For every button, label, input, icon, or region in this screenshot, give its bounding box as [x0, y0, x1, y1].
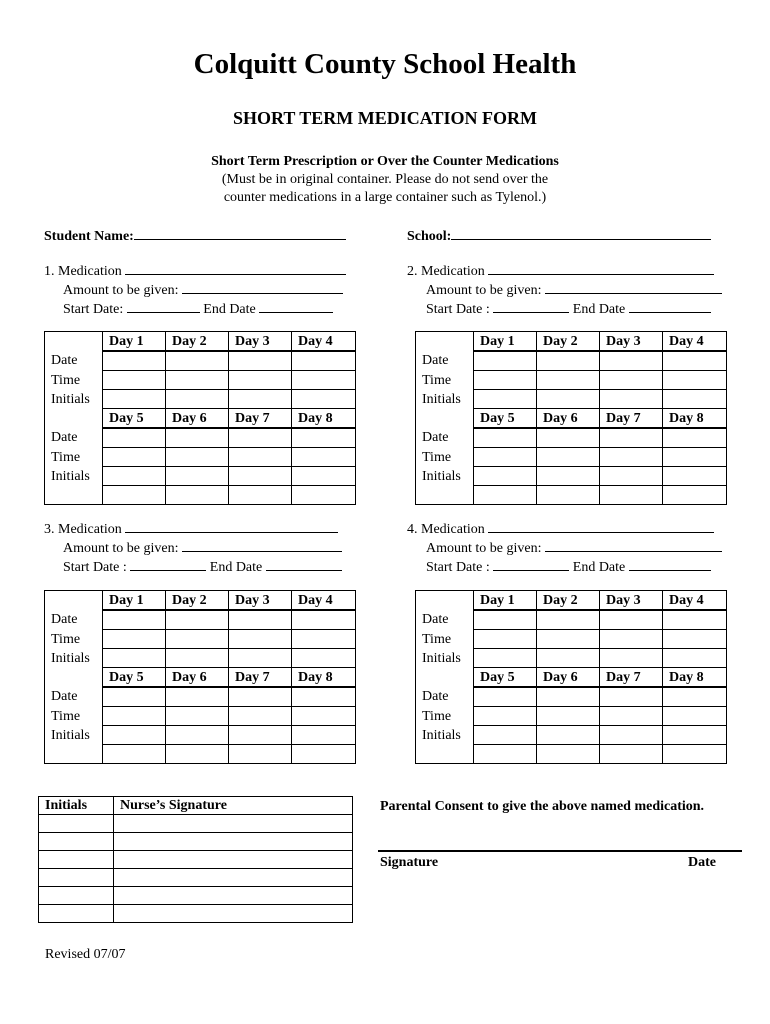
dose-entry-cell[interactable]: [537, 649, 600, 668]
dose-entry-cell[interactable]: [663, 745, 727, 764]
initials-cell[interactable]: [39, 869, 114, 887]
signature-cell[interactable]: [114, 905, 353, 923]
start-date-label: Start Date:: [63, 302, 124, 317]
dose-entry-cell[interactable]: [537, 610, 600, 630]
start-date-input-line[interactable]: [130, 558, 206, 571]
dose-entry-cell[interactable]: [229, 371, 292, 390]
dose-entry-cell[interactable]: [600, 371, 663, 390]
dose-entry-cell[interactable]: [229, 351, 292, 371]
dose-entry-cell[interactable]: [474, 371, 537, 390]
day-header: Day 4: [292, 332, 356, 352]
dose-entry-cell[interactable]: [103, 448, 166, 467]
dose-entry-cell[interactable]: [292, 649, 356, 668]
dose-entry-cell[interactable]: [292, 630, 356, 649]
nurse-table-row: [39, 869, 353, 887]
medication-block-2: [407, 262, 722, 319]
dose-entry-cell[interactable]: [663, 630, 727, 649]
dose-log-grid-1: [44, 331, 356, 505]
dose-entry-cell[interactable]: [166, 610, 229, 630]
end-date-label: End Date: [572, 560, 626, 575]
medication-label: 2. Medication: [407, 264, 485, 279]
end-date-input-line[interactable]: [629, 300, 711, 313]
dose-entry-cell[interactable]: [663, 649, 727, 668]
end-date-input-line[interactable]: [629, 558, 711, 571]
dose-entry-cell[interactable]: [537, 390, 600, 409]
dose-entry-cell[interactable]: [103, 707, 166, 726]
row-label-date: Date: [45, 610, 103, 630]
dose-entry-cell[interactable]: [292, 428, 356, 448]
instructions-line-2: counter medications in a large container such as Tylenol.): [223, 190, 547, 205]
start-date-input-line[interactable]: [127, 300, 200, 313]
dose-entry-cell[interactable]: [537, 630, 600, 649]
row-label-time: Time: [45, 371, 103, 390]
end-date-input-line[interactable]: [259, 300, 333, 313]
day-header: Day 8: [292, 668, 356, 688]
day-header: Day 3: [229, 591, 292, 611]
day-header: Day 3: [229, 332, 292, 352]
date-label: Date: [688, 855, 716, 870]
nurse-table-row: [39, 851, 353, 869]
day-header: Day 8: [292, 409, 356, 429]
medication-input-line[interactable]: [488, 520, 714, 533]
dose-entry-cell[interactable]: [166, 448, 229, 467]
day-header: Day 7: [229, 409, 292, 429]
day-header: Day 4: [663, 591, 727, 611]
day-header: Day 3: [600, 332, 663, 352]
day-header: Day 4: [663, 332, 727, 352]
medication-block-3: [44, 520, 342, 577]
dose-entry-cell[interactable]: [166, 726, 229, 745]
medication-input-line[interactable]: [488, 262, 714, 275]
dose-entry-cell[interactable]: [474, 351, 537, 371]
dose-entry-cell[interactable]: [474, 630, 537, 649]
row-label-initials: Initials: [45, 649, 103, 668]
dose-entry-cell[interactable]: [663, 371, 727, 390]
dose-entry-cell[interactable]: [229, 707, 292, 726]
dose-entry-cell[interactable]: [166, 745, 229, 764]
day-header: Day 4: [292, 591, 356, 611]
dose-entry-cell[interactable]: [229, 745, 292, 764]
day-header: Day 2: [166, 591, 229, 611]
amount-label: Amount to be given:: [63, 283, 179, 298]
dose-entry-cell[interactable]: [600, 726, 663, 745]
amount-label: Amount to be given:: [63, 541, 179, 556]
row-label-date: Date: [45, 428, 103, 448]
dose-entry-cell[interactable]: [292, 707, 356, 726]
day-header: Day 6: [166, 409, 229, 429]
start-date-label: Start Date :: [426, 560, 490, 575]
amount-input-line[interactable]: [545, 539, 722, 552]
signature-cell[interactable]: [114, 851, 353, 869]
dose-entry-cell[interactable]: [103, 351, 166, 371]
amount-input-line[interactable]: [545, 281, 722, 294]
dose-entry-cell[interactable]: [229, 467, 292, 486]
grid-corner-cell: [45, 668, 103, 688]
dose-entry-cell[interactable]: [600, 448, 663, 467]
day-header: Day 5: [474, 409, 537, 429]
day-header: Day 8: [663, 409, 727, 429]
dose-entry-cell[interactable]: [229, 428, 292, 448]
day-header: Day 7: [600, 409, 663, 429]
day-header: Day 5: [474, 668, 537, 688]
dose-entry-cell[interactable]: [474, 649, 537, 668]
dose-log-grid-4: [415, 590, 727, 764]
day-header: Day 2: [166, 332, 229, 352]
grid-corner-cell: [416, 591, 474, 611]
signature-cell[interactable]: [114, 815, 353, 833]
dose-entry-cell[interactable]: [229, 390, 292, 409]
form-title: Colquitt County School Health: [193, 48, 577, 80]
dose-entry-cell[interactable]: [600, 630, 663, 649]
dose-entry-cell[interactable]: [474, 390, 537, 409]
signature-cell[interactable]: [114, 887, 353, 905]
dose-entry-cell[interactable]: [103, 649, 166, 668]
dose-entry-cell[interactable]: [166, 390, 229, 409]
grid-corner-cell: [416, 332, 474, 352]
row-label-date: Date: [45, 687, 103, 707]
signature-cell[interactable]: [114, 833, 353, 851]
initials-cell[interactable]: [39, 905, 114, 923]
row-label-initials: Initials: [416, 390, 474, 409]
dose-entry-cell[interactable]: [103, 687, 166, 707]
dose-entry-cell[interactable]: [600, 351, 663, 371]
dose-entry-cell[interactable]: [166, 630, 229, 649]
day-header: Day 7: [600, 668, 663, 688]
dose-entry-cell[interactable]: [103, 726, 166, 745]
student-name-input-line[interactable]: [134, 227, 346, 240]
dose-entry-cell[interactable]: [474, 610, 537, 630]
nurse-table-row: [39, 905, 353, 923]
instructions: [0, 153, 770, 207]
instructions-title: Short Term Prescription or Over the Counter Medications: [211, 154, 559, 169]
amount-input-line[interactable]: [182, 539, 342, 552]
grid-corner-cell: [45, 591, 103, 611]
signature-line[interactable]: [378, 850, 742, 852]
dose-entry-cell[interactable]: [166, 351, 229, 371]
row-label-initials: Initials: [45, 726, 103, 745]
dose-entry-cell[interactable]: [166, 467, 229, 486]
end-date-label: End Date: [572, 302, 626, 317]
student-name-field: [44, 227, 346, 245]
day-header: Day 2: [537, 591, 600, 611]
dose-entry-cell[interactable]: [229, 726, 292, 745]
initials-header: Initials: [39, 797, 114, 815]
dose-entry-cell[interactable]: [292, 486, 356, 505]
day-header: Day 1: [474, 332, 537, 352]
dose-entry-cell[interactable]: [292, 610, 356, 630]
end-date-input-line[interactable]: [266, 558, 342, 571]
day-header: Day 1: [103, 332, 166, 352]
dose-entry-cell[interactable]: [229, 486, 292, 505]
dose-entry-cell[interactable]: [663, 687, 727, 707]
grid-blank-label: [45, 486, 103, 505]
dose-entry-cell[interactable]: [229, 448, 292, 467]
medication-label: 1. Medication: [44, 264, 122, 279]
dose-entry-cell[interactable]: [663, 448, 727, 467]
end-date-label: End Date: [209, 560, 263, 575]
dose-entry-cell[interactable]: [663, 467, 727, 486]
dose-entry-cell[interactable]: [600, 390, 663, 409]
dose-entry-cell[interactable]: [600, 649, 663, 668]
row-label-date: Date: [416, 428, 474, 448]
start-date-input-line[interactable]: [493, 558, 569, 571]
dose-entry-cell[interactable]: [474, 687, 537, 707]
dose-entry-cell[interactable]: [166, 486, 229, 505]
nurse-table-row: [39, 887, 353, 905]
amount-label: Amount to be given:: [426, 541, 542, 556]
dose-entry-cell[interactable]: [103, 610, 166, 630]
dose-entry-cell[interactable]: [600, 467, 663, 486]
row-label-time: Time: [416, 371, 474, 390]
dose-log-grid-3: [44, 590, 356, 764]
form-subtitle: SHORT TERM MEDICATION FORM: [233, 108, 537, 128]
dose-entry-cell[interactable]: [292, 390, 356, 409]
amount-input-line[interactable]: [182, 281, 343, 294]
grid-blank-label: [45, 745, 103, 764]
row-label-initials: Initials: [416, 726, 474, 745]
day-header: Day 5: [103, 668, 166, 688]
day-header: Day 3: [600, 591, 663, 611]
dose-entry-cell[interactable]: [663, 610, 727, 630]
instructions-line-1: (Must be in original container. Please do not send over the: [221, 172, 549, 187]
dose-entry-cell[interactable]: [229, 630, 292, 649]
dose-entry-cell[interactable]: [229, 687, 292, 707]
dose-entry-cell[interactable]: [474, 726, 537, 745]
grid-blank-label: [416, 745, 474, 764]
nurse-table-row: [39, 815, 353, 833]
medication-input-line[interactable]: [125, 520, 338, 533]
dose-entry-cell[interactable]: [103, 390, 166, 409]
day-header: Day 6: [537, 668, 600, 688]
grid-corner-cell: [45, 332, 103, 352]
school-input-line[interactable]: [451, 227, 711, 240]
day-header: Day 1: [474, 591, 537, 611]
dose-entry-cell[interactable]: [537, 726, 600, 745]
dose-entry-cell[interactable]: [166, 687, 229, 707]
signature-cell[interactable]: [114, 869, 353, 887]
medication-input-line[interactable]: [125, 262, 346, 275]
row-label-initials: Initials: [45, 390, 103, 409]
dose-entry-cell[interactable]: [292, 687, 356, 707]
dose-entry-cell[interactable]: [292, 371, 356, 390]
dose-entry-cell[interactable]: [663, 428, 727, 448]
grid-corner-cell: [416, 409, 474, 429]
medication-block-1: [44, 262, 346, 319]
start-date-label: Start Date :: [426, 302, 490, 317]
dose-entry-cell[interactable]: [537, 687, 600, 707]
amount-label: Amount to be given:: [426, 283, 542, 298]
dose-entry-cell[interactable]: [537, 745, 600, 764]
dose-entry-cell[interactable]: [292, 448, 356, 467]
dose-entry-cell[interactable]: [600, 687, 663, 707]
row-label-date: Date: [45, 351, 103, 371]
dose-entry-cell[interactable]: [474, 707, 537, 726]
row-label-initials: Initials: [416, 649, 474, 668]
dose-entry-cell[interactable]: [474, 467, 537, 486]
dose-entry-cell[interactable]: [229, 610, 292, 630]
nurse-signature-header: Nurse’s Signature: [114, 797, 353, 815]
dose-entry-cell[interactable]: [166, 649, 229, 668]
dose-entry-cell[interactable]: [103, 486, 166, 505]
start-date-label: Start Date :: [63, 560, 127, 575]
dose-entry-cell[interactable]: [103, 745, 166, 764]
day-header: Day 1: [103, 591, 166, 611]
dose-log-grid-2: [415, 331, 727, 505]
day-header: Day 6: [537, 409, 600, 429]
day-header: Day 8: [663, 668, 727, 688]
dose-entry-cell[interactable]: [600, 486, 663, 505]
day-header: Day 6: [166, 668, 229, 688]
nurse-table-row: [39, 833, 353, 851]
grid-corner-cell: [45, 409, 103, 429]
day-header: Day 2: [537, 332, 600, 352]
dose-entry-cell[interactable]: [292, 745, 356, 764]
dose-entry-cell[interactable]: [537, 467, 600, 486]
medication-block-4: [407, 520, 722, 577]
dose-entry-cell[interactable]: [166, 707, 229, 726]
dose-entry-cell[interactable]: [663, 726, 727, 745]
initials-cell[interactable]: [39, 887, 114, 905]
dose-entry-cell[interactable]: [663, 707, 727, 726]
day-header: Day 5: [103, 409, 166, 429]
school-field: [407, 227, 711, 245]
parental-consent-text: Parental Consent to give the above named medication.: [380, 799, 705, 814]
row-label-date: Date: [416, 351, 474, 371]
dose-entry-cell[interactable]: [663, 351, 727, 371]
row-label-time: Time: [416, 448, 474, 467]
dose-entry-cell[interactable]: [103, 371, 166, 390]
medication-label: 4. Medication: [407, 522, 485, 537]
dose-entry-cell[interactable]: [663, 390, 727, 409]
dose-entry-cell[interactable]: [103, 428, 166, 448]
dose-entry-cell[interactable]: [537, 428, 600, 448]
school-label: School:: [407, 229, 452, 244]
dose-entry-cell[interactable]: [600, 745, 663, 764]
start-date-input-line[interactable]: [493, 300, 569, 313]
signature-label: Signature: [380, 855, 439, 870]
row-label-date: Date: [416, 610, 474, 630]
initials-cell[interactable]: [39, 851, 114, 869]
dose-entry-cell[interactable]: [103, 630, 166, 649]
dose-entry-cell[interactable]: [537, 351, 600, 371]
dose-entry-cell[interactable]: [537, 486, 600, 505]
dose-entry-cell[interactable]: [166, 371, 229, 390]
row-label-date: Date: [416, 687, 474, 707]
dose-entry-cell[interactable]: [474, 428, 537, 448]
dose-entry-cell[interactable]: [292, 726, 356, 745]
row-label-time: Time: [45, 707, 103, 726]
dose-entry-cell[interactable]: [474, 448, 537, 467]
dose-entry-cell[interactable]: [663, 486, 727, 505]
row-label-time: Time: [45, 448, 103, 467]
dose-entry-cell[interactable]: [600, 428, 663, 448]
end-date-label: End Date: [203, 302, 256, 317]
dose-entry-cell[interactable]: [537, 448, 600, 467]
dose-entry-cell[interactable]: [166, 428, 229, 448]
row-label-time: Time: [45, 630, 103, 649]
row-label-time: Time: [416, 630, 474, 649]
row-label-initials: Initials: [416, 467, 474, 486]
revised-date: Revised 07/07: [45, 947, 126, 962]
dose-entry-cell[interactable]: [537, 707, 600, 726]
dose-entry-cell[interactable]: [292, 351, 356, 371]
grid-corner-cell: [416, 668, 474, 688]
initials-cell[interactable]: [39, 815, 114, 833]
day-header: Day 7: [229, 668, 292, 688]
dose-entry-cell[interactable]: [474, 745, 537, 764]
grid-blank-label: [416, 486, 474, 505]
row-label-initials: Initials: [45, 467, 103, 486]
dose-entry-cell[interactable]: [537, 371, 600, 390]
nurse-signature-table: [38, 796, 353, 923]
dose-entry-cell[interactable]: [474, 486, 537, 505]
dose-entry-cell[interactable]: [292, 467, 356, 486]
student-name-label: Student Name:: [44, 229, 134, 244]
dose-entry-cell[interactable]: [229, 649, 292, 668]
row-label-time: Time: [416, 707, 474, 726]
dose-entry-cell[interactable]: [103, 467, 166, 486]
medication-label: 3. Medication: [44, 522, 122, 537]
initials-cell[interactable]: [39, 833, 114, 851]
dose-entry-cell[interactable]: [600, 707, 663, 726]
dose-entry-cell[interactable]: [600, 610, 663, 630]
